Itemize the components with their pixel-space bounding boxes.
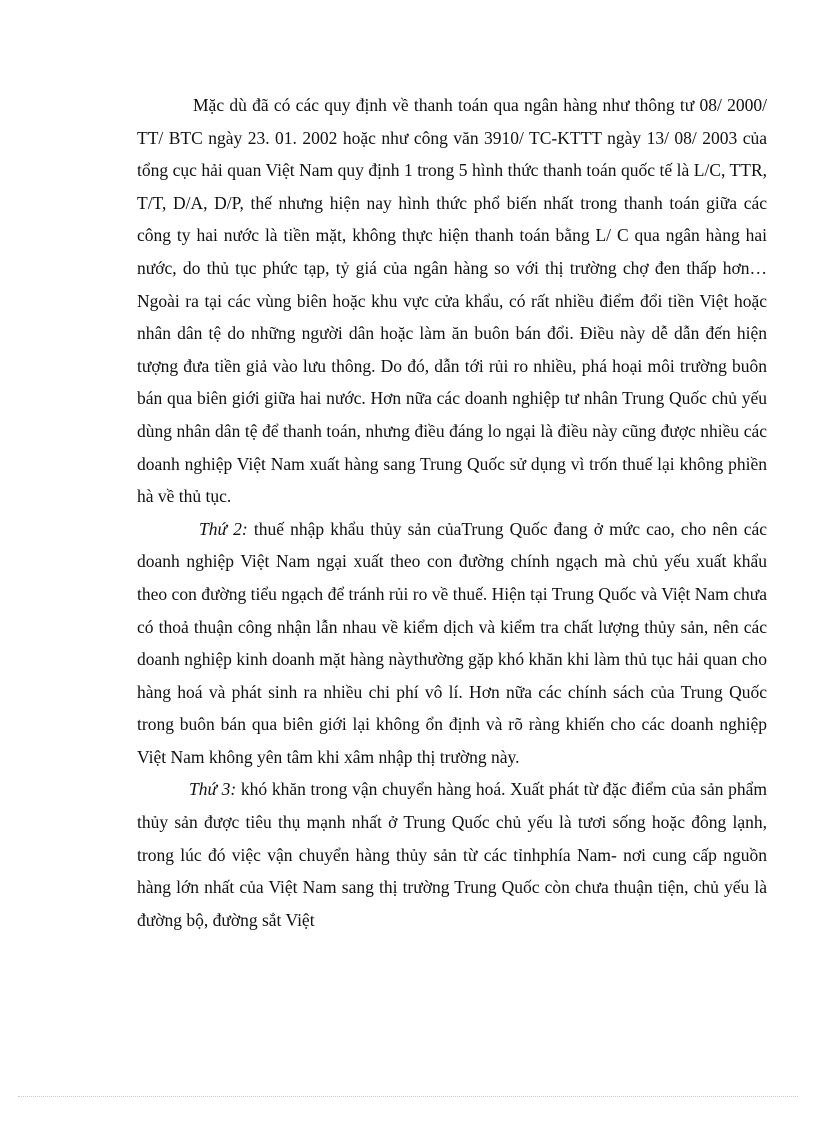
paragraph-text: khó khăn trong vận chuyển hàng hoá. Xuất phát từ đặc điểm của sản phẩm thủy sản được tiêu thụ mạnh nhất ở Trung Quốc chủ yếu là tươi sống hoặc đông lạnh, trong lúc đó việc vận chuyển hàng thủy sản từ các tỉnhphía Nam- nơi cung cấp nguồn hàng lớn nhất của Việt Nam sang thị trường Trung Quốc còn chưa thuận tiện, chủ yếu là đường bộ, đường sắt Việt [137,779,767,930]
document-page [137,89,767,936]
paragraph-label: Thứ 2: [199,518,248,539]
page-divider [18,1096,798,1097]
paragraph-payment-regulations [137,89,767,513]
paragraph-third-point [137,773,767,936]
paragraph-text: thuế nhập khẩu thủy sản củaTrung Quốc đang ở mức cao, cho nên các doanh nghiệp Việt Nam ngại xuất theo con đường chính ngạch mà chủ yếu xuất khẩu theo con đường tiểu ngạch để tránh rủi ro về thuế. Hiện tại Trung Quốc và Việt Nam chưa có thoả thuận công nhận lẫn nhau về kiểm dịch và kiểm tra chất lượng thủy sản, nên các doanh nghiệp kinh doanh mặt hàng nàythường gặp khó khăn khi làm thủ tục hải quan cho hàng hoá và phát sinh ra nhiều chi phí vô lí. Hơn nữa các chính sách của Trung Quốc trong buôn bán qua biên giới lại không ổn định và rõ ràng khiến cho các doanh nghiệp Việt Nam không yên tâm khi xâm nhập thị trường này. [137,518,768,767]
paragraph-text: Mặc dù đã có các quy định về thanh toán qua ngân hàng như thông tư 08/ 2000/ TT/ BTC ngày 23. 01. 2002 hoặc như công văn 3910/ TC-KTTT ngày 13/ 08/ 2003 của tổng cục hải quan Việt Nam quy định 1 trong 5 hình thức thanh toán quốc tế là L/C, TTR, T/T, D/A, D/P, thế nhưng hiện nay hình thức phổ biến nhất trong thanh toán giữa các công ty hai nước là tiền mặt, không thực hiện thanh toán bằng L/ C qua ngân hàng hai nước, do thủ tục phức tạp, tỷ giá của ngân hàng so với thị trường chợ đen thấp hơn…Ngoài ra tại các vùng biên hoặc khu vực cửa khẩu, có rất nhiều điểm đổi tiền Việt hoặc nhân dân tệ do những người dân hoặc làm ăn buôn bán đổi. Điều này dễ dẫn đến hiện tượng đưa tiền giả vào lưu thông. Do đó, dẫn tới rủi ro nhiều, phá hoại môi trường buôn bán qua biên giới giữa hai nước. Hơn nữa các doanh nghiệp tư nhân Trung Quốc chủ yếu dùng nhân dân tệ để thanh toán, nhưng điều đáng lo ngại là điều này cũng được nhiều các doanh nghiệp Việt Nam xuất hàng sang Trung Quốc sử dụng vì trốn thuế lại không phiền hà về thủ tục. [137,95,767,507]
paragraph-second-point [137,513,767,774]
paragraph-label: Thứ 3: [189,779,237,800]
